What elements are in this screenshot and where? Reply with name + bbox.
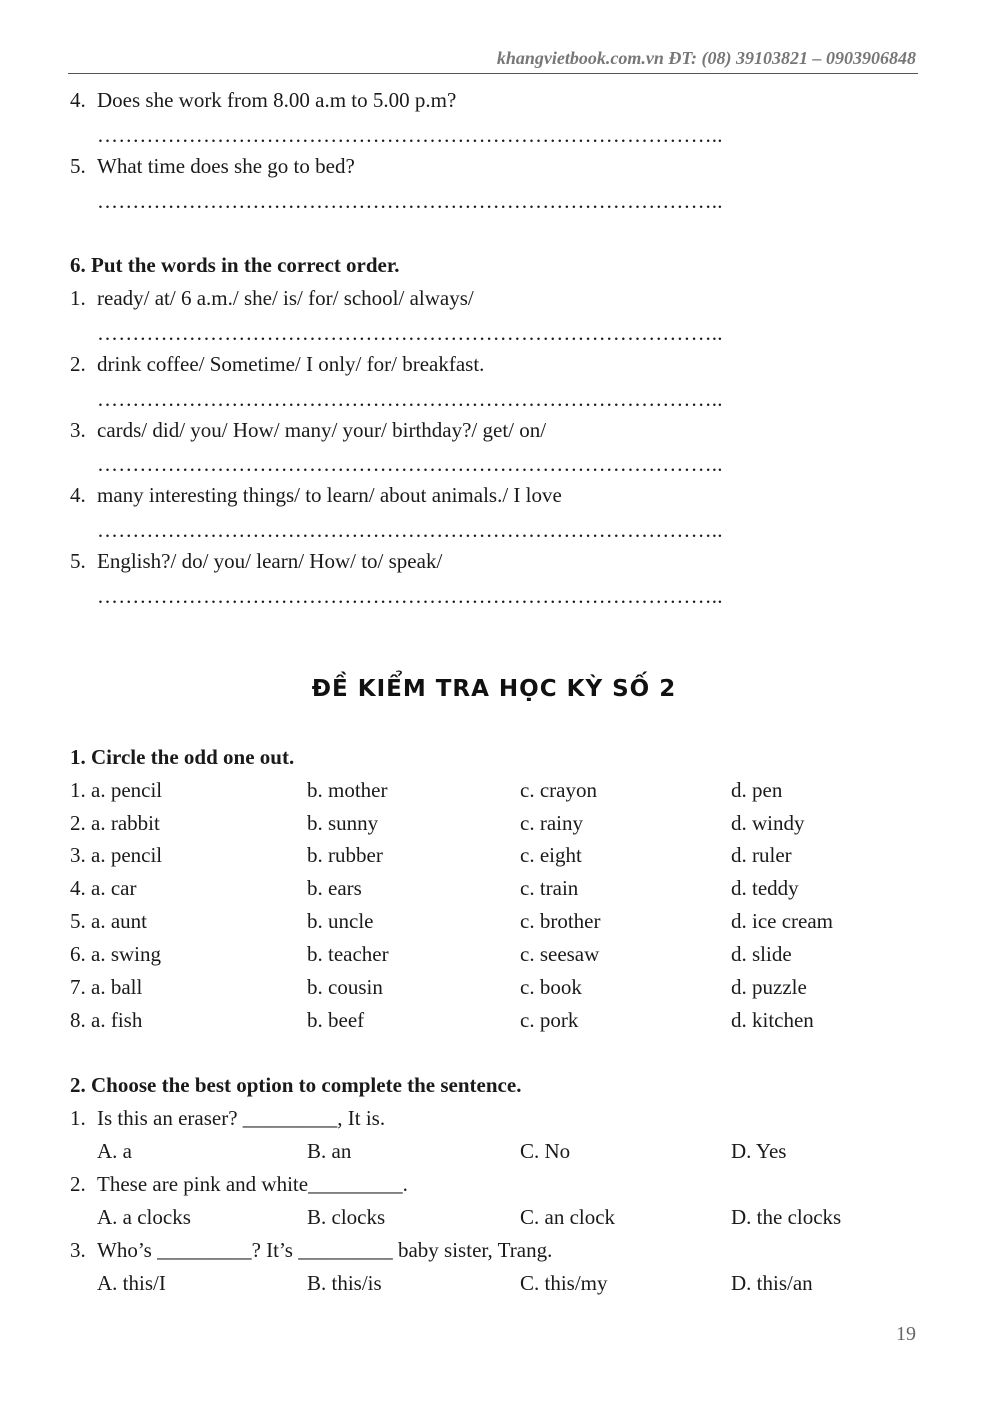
answer-line[interactable]: …………………………………………………………………………….. <box>97 321 723 345</box>
option-a[interactable]: 2. a. rabbit <box>70 811 160 835</box>
option-a[interactable]: 5. a. aunt <box>70 909 147 933</box>
option-b[interactable]: b. beef <box>307 1008 365 1032</box>
option-b[interactable]: B. this/is <box>307 1271 382 1295</box>
option-b[interactable]: B. clocks <box>307 1205 386 1229</box>
option-c[interactable]: c. rainy <box>520 811 583 835</box>
option-b[interactable]: b. ears <box>307 876 362 900</box>
option-b[interactable]: b. sunny <box>307 811 379 835</box>
option-a[interactable]: A. a clocks <box>97 1205 191 1229</box>
option-c[interactable]: c. book <box>520 975 582 999</box>
question-item: 3. Who’s _________? It’s _________ baby sister, Trang. <box>70 1238 553 1262</box>
answer-options <box>97 1271 897 1301</box>
option-d[interactable]: d. slide <box>731 942 792 966</box>
option-d[interactable]: d. ruler <box>731 843 792 867</box>
answer-line[interactable]: …………………………………………………………………………….. <box>97 123 723 147</box>
option-c[interactable]: c. seesaw <box>520 942 600 966</box>
question-item: 5. What time does she go to bed? <box>70 154 355 178</box>
option-d[interactable]: d. teddy <box>731 876 799 900</box>
option-d[interactable]: D. Yes <box>731 1139 787 1163</box>
section-heading: 1. Circle the odd one out. <box>70 745 295 769</box>
option-b[interactable]: b. teacher <box>307 942 389 966</box>
option-c[interactable]: c. train <box>520 876 579 900</box>
option-c[interactable]: c. crayon <box>520 778 597 802</box>
question-item: 2. drink coffee/ Sometime/ I only/ for/ breakfast. <box>70 352 485 376</box>
option-d[interactable]: d. kitchen <box>731 1008 814 1032</box>
option-c[interactable]: c. eight <box>520 843 582 867</box>
question-item: 2. These are pink and white_________. <box>70 1172 408 1196</box>
option-c[interactable]: c. pork <box>520 1008 579 1032</box>
answer-line[interactable]: …………………………………………………………………………….. <box>97 518 723 542</box>
option-a[interactable]: 1. a. pencil <box>70 778 163 802</box>
answer-line[interactable]: …………………………………………………………………………….. <box>97 189 723 213</box>
option-d[interactable]: d. puzzle <box>731 975 807 999</box>
option-a[interactable]: 8. a. fish <box>70 1008 143 1032</box>
answer-line[interactable]: …………………………………………………………………………….. <box>97 452 723 476</box>
option-d[interactable]: d. pen <box>731 778 783 802</box>
option-a[interactable]: 3. a. pencil <box>70 843 163 867</box>
option-c[interactable]: C. No <box>520 1139 571 1163</box>
question-item: 4. many interesting things/ to learn/ about animals./ I love <box>70 483 562 507</box>
question-item: 4. Does she work from 8.00 a.m to 5.00 p.m? <box>70 88 457 112</box>
option-b[interactable]: b. cousin <box>307 975 383 999</box>
page-number: 19 <box>896 1323 916 1345</box>
option-a[interactable]: 4. a. car <box>70 876 137 900</box>
question-item: 1. Is this an eraser? _________, It is. <box>70 1106 386 1130</box>
option-d[interactable]: D. this/an <box>731 1271 813 1295</box>
answer-options <box>97 1139 897 1169</box>
answer-line[interactable]: …………………………………………………………………………….. <box>97 584 723 608</box>
question-item: 3. cards/ did/ you/ How/ many/ your/ birthday?/ get/ on/ <box>70 418 547 442</box>
exam-title: ĐỀ KIỂM TRA HỌC KỲ SỐ 2 <box>311 676 677 702</box>
option-b[interactable]: b. mother <box>307 778 388 802</box>
option-d[interactable]: d. ice cream <box>731 909 834 933</box>
option-a[interactable]: 6. a. swing <box>70 942 161 966</box>
header-rule <box>68 73 918 74</box>
option-a[interactable]: 7. a. ball <box>70 975 143 999</box>
option-d[interactable]: D. the clocks <box>731 1205 842 1229</box>
option-a[interactable]: A. this/I <box>97 1271 166 1295</box>
option-c[interactable]: C. this/my <box>520 1271 608 1295</box>
option-b[interactable]: b. uncle <box>307 909 374 933</box>
section-heading: 2. Choose the best option to complete the sentence. <box>70 1073 522 1097</box>
page-header: khangvietbook.com.vn ĐT: (08) 39103821 – 0903906848 <box>496 48 916 68</box>
section-heading: 6. Put the words in the correct order. <box>70 253 400 277</box>
question-item: 5. English?/ do/ you/ learn/ How/ to/ speak/ <box>70 549 443 573</box>
option-b[interactable]: b. rubber <box>307 843 383 867</box>
question-item: 1. ready/ at/ 6 a.m./ she/ is/ for/ school/ always/ <box>70 286 474 310</box>
option-c[interactable]: C. an clock <box>520 1205 616 1229</box>
option-d[interactable]: d. windy <box>731 811 805 835</box>
answer-options <box>97 1205 897 1235</box>
answer-line[interactable]: …………………………………………………………………………….. <box>97 387 723 411</box>
option-b[interactable]: B. an <box>307 1139 352 1163</box>
option-c[interactable]: c. brother <box>520 909 601 933</box>
option-a[interactable]: A. a <box>97 1139 132 1163</box>
